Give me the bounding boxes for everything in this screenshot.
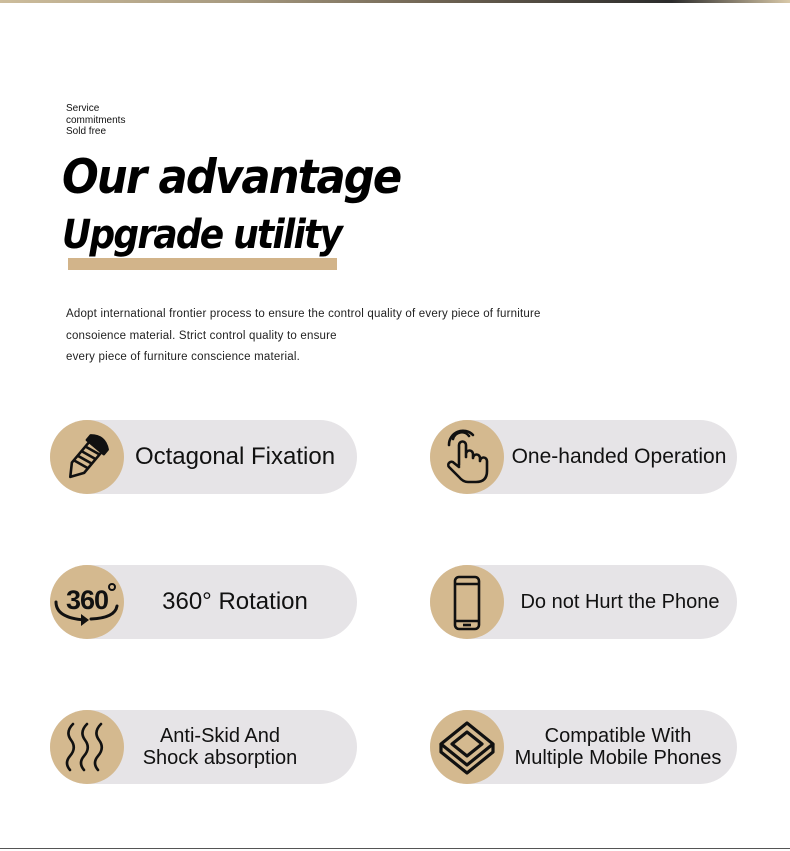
page-title: Our advantage xyxy=(62,150,401,205)
feature-label xyxy=(130,565,340,639)
layers-box-icon xyxy=(435,717,499,777)
feature-icon-circle xyxy=(50,420,124,494)
feature-label-line: Compatible With xyxy=(544,725,692,747)
description-line: every piece of furniture conscience material. xyxy=(66,351,300,363)
description-line: Adopt international frontier process to ensure the control quality of every piece of furniture xyxy=(66,308,541,320)
service-line: Sold free xyxy=(66,126,107,137)
service-line: Service xyxy=(66,103,100,114)
icon-text: 360 xyxy=(65,585,109,615)
feature-label xyxy=(508,710,728,784)
feature-icon-circle xyxy=(50,565,124,639)
feature-360-rotation xyxy=(50,565,357,639)
feature-octagonal-fixation xyxy=(50,420,357,494)
rotation-360-icon xyxy=(51,572,123,632)
feature-icon-circle xyxy=(430,710,504,784)
feature-compatible-phones xyxy=(430,710,737,784)
service-line: commitments xyxy=(66,114,126,126)
feature-label-line: Anti-Skid And xyxy=(159,725,281,747)
feature-label xyxy=(510,565,730,639)
feature-anti-skid xyxy=(50,710,357,784)
feature-label-line: 360° Rotation xyxy=(162,588,308,615)
feature-label xyxy=(130,710,310,784)
subtitle-underline xyxy=(68,258,337,270)
feature-label-line: Octagonal Fixation xyxy=(134,443,336,470)
phone-icon xyxy=(437,572,497,632)
feature-label-line: Shock absorption xyxy=(142,747,298,769)
service-commitments-text xyxy=(66,103,125,138)
feature-label xyxy=(130,420,340,494)
bottom-divider xyxy=(0,848,790,849)
feature-label-line: Do not Hurt the Phone xyxy=(520,591,720,613)
feature-label-line: One-handed Operation xyxy=(511,445,727,468)
feature-label-line: Multiple Mobile Phones xyxy=(514,747,722,769)
feature-do-not-hurt-phone xyxy=(430,565,737,639)
wave-lines-icon xyxy=(57,717,117,777)
screw-icon xyxy=(57,427,117,487)
page-subtitle: Upgrade utility xyxy=(62,212,342,258)
feature-icon-circle xyxy=(50,710,124,784)
feature-one-handed-operation xyxy=(430,420,737,494)
feature-icon-circle xyxy=(430,420,504,494)
hand-pointer-icon xyxy=(437,427,497,487)
feature-label xyxy=(508,420,730,494)
top-decorative-strip xyxy=(0,0,790,3)
description xyxy=(66,304,541,369)
description-line: consoience material. Strict control quality to ensure xyxy=(66,329,337,342)
feature-icon-circle xyxy=(430,565,504,639)
